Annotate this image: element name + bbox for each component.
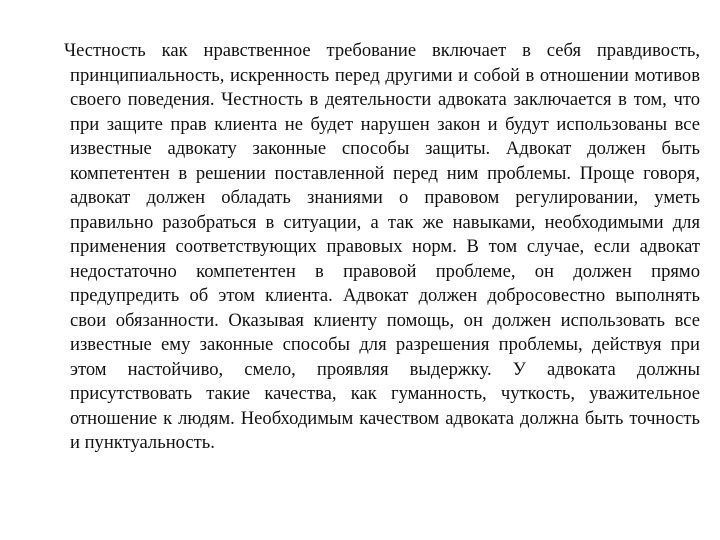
body-paragraph: Честность как нравственное требование включает в себя правдивость, принципиальность, искренность перед другими и собой в отношении мотивов своего поведения. Честность в деятельности адвоката заключается в том, что при защите прав клиента не будет нарушен закон и будут использованы все известные адвокату законные способы защиты. Адвокат должен быть компетентен в решении поставленной перед ним проблемы. Проще говоря, адвокат должен обладать знаниями о правовом регулировании, уметь правильно разобраться в ситуации, а так же навыками, необходимыми для применения соответствующих правовых норм. В том случае, если адвокат недостаточно компетентен в правовой проблеме, он должен прямо предупредить об этом клиента. Адвокат должен добросовестно выполнять свои обязанности. Оказывая клиенту помощь, он должен использовать все известные ему законные способы для разрешения проблемы, действуя при этом настойчиво, смело, проявляя выдержку. У адвоката должны присутствовать такие качества, как гуманность, чуткость, уважительное отношение к людям. Необходимым качеством адвоката должна быть точность и пунктуальность. xyxy=(64,40,700,453)
